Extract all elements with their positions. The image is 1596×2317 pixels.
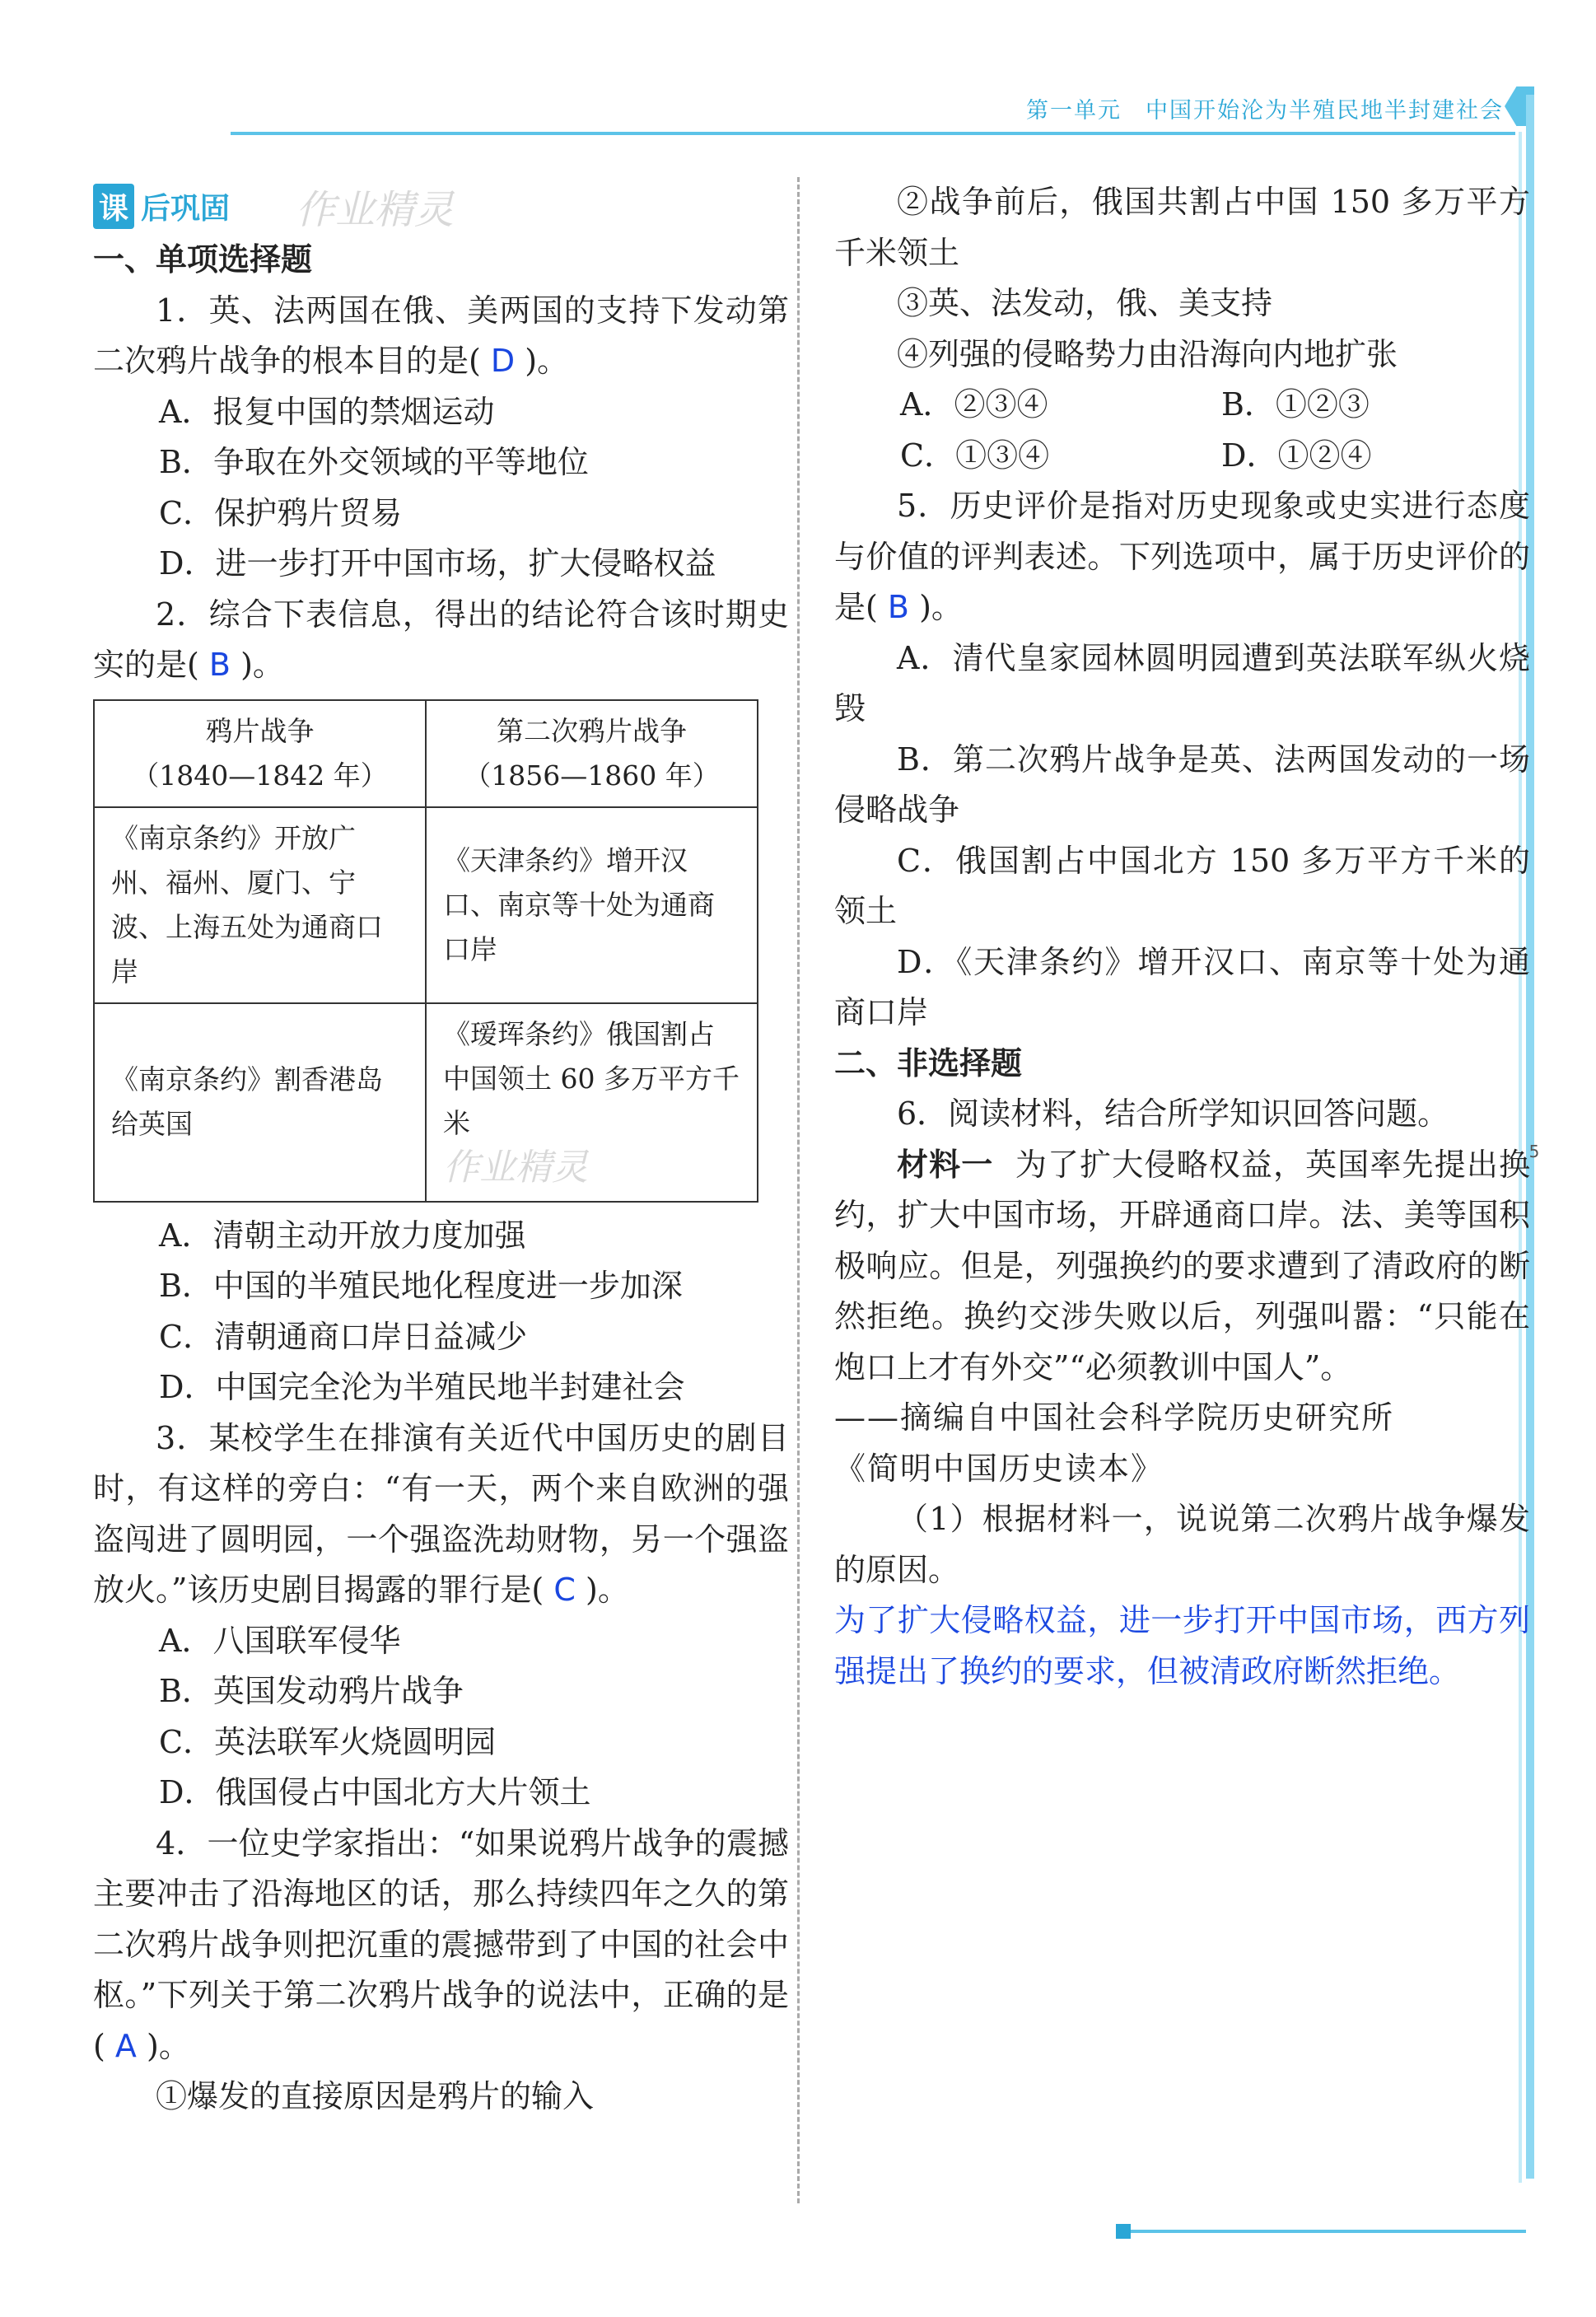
q1-option-b: B．争取在外交领域的平等地位: [159, 444, 589, 480]
material-one: [834, 1140, 1530, 1394]
q5-option-b: B．第二次鸦片战争是英、法两国发动的一场侵略战争: [834, 740, 1530, 828]
question-4-stem: 4．一位史学家指出：“如果说鸦片战争的震撼主要冲击了沿海地区的话，那么持续四年之久的第二次鸦片战争则把沉重的震撼带到了中国的社会中枢。”下列关于第二次鸦片战争的说法中，正确的是( A )。: [93, 1824, 789, 2064]
q3-option-a: A．八国联军侵华: [159, 1622, 401, 1659]
q4-options-row-1: [834, 380, 1530, 431]
bottom-marker: [1116, 2224, 1131, 2239]
table-header-row: [94, 700, 758, 807]
table-row: [94, 807, 758, 1003]
answer-1: D: [490, 343, 516, 379]
watermark: 作业精灵: [296, 186, 455, 233]
table-cell: 《瑷珲条约》俄国割占中国领土 60 多万平方千米 作业精灵: [426, 1003, 758, 1202]
material-label: 材料一: [897, 1146, 994, 1183]
table-watermark: 作业精灵: [443, 1146, 588, 1189]
handwritten-answer: 为了扩大侵略权益，进一步打开中国市场，西方列强提出了换约的要求，但被清政府断然拒绝。: [834, 1602, 1530, 1689]
question-3-stem: 3．某校学生在排演有关近代中国历史的剧目时，有这样的旁白：“有一天，两个来自欧洲的强盗闯进了圆明园，一个强盗洗劫财物，另一个强盗放火。”该历史剧目揭露的罪行是( C )。: [93, 1419, 789, 1608]
badge-title: 后巩固: [141, 191, 231, 226]
q1-option-a: A．报复中国的禁烟运动: [159, 393, 495, 430]
q4-option-d: D．①②④: [1221, 437, 1372, 474]
q2-option-b: B．中国的半殖民地化程度进一步加深: [159, 1268, 683, 1304]
q5-option-d: D．《天津条约》增开汉口、南京等十处为通商口岸: [834, 943, 1530, 1030]
question-1-stem: 1．英、法两国在俄、美两国的支持下发动第二次鸦片战争的根本目的是( D )。: [93, 292, 789, 379]
q4-item-1: ①爆发的直接原因是鸦片的输入: [156, 2078, 595, 2114]
table-header-second-opium-war: 第二次鸦片战争 （1856—1860 年）: [426, 700, 758, 807]
right-column: [834, 177, 1530, 1697]
q4-item-4: ④列强的侵略势力由沿海向内地扩张: [897, 335, 1398, 372]
bottom-rule: [1131, 2230, 1526, 2233]
q1-option-c: C．保护鸦片贸易: [159, 494, 403, 531]
material-text: 为了扩大侵略权益，英国率先提出换约，扩大中国市场，开辟通商口岸。法、美等国积极响应。但是，列强换约的要求遭到了清政府的断然拒绝。换约交涉失败以后，列强叫嚣：“只能在炮口上才有外交”“必须教训中国人”。: [834, 1146, 1530, 1385]
answer-5: B: [887, 589, 909, 625]
q5-option-a: A．清代皇家园林圆明园遭到英法联军纵火烧毁: [834, 639, 1530, 726]
q4-item-3: ③英、法发动，俄、美支持: [897, 285, 1273, 321]
left-column: [93, 177, 789, 2123]
page-number: 5: [1528, 1142, 1540, 1161]
q3-option-c: C．英法联军火烧圆明园: [159, 1723, 497, 1760]
question-5-stem: 5．历史评价是指对历史现象或史实进行态度与价值的评判表述。下列选项中，属于历史评价的是( B )。: [834, 488, 1530, 625]
badge-icon: 课: [93, 184, 134, 229]
section-badge: [93, 177, 789, 235]
table-row: [94, 1003, 758, 1202]
answer-4: A: [114, 2027, 137, 2064]
header-rule: [231, 132, 1515, 135]
question-6-stem: 6．阅读材料，结合所学知识回答问题。: [897, 1095, 1449, 1132]
table-cell: 《南京条约》开放广州、福州、厦门、宁波、上海五处为通商口岸: [94, 807, 426, 1003]
q4-options-row-2: [834, 431, 1530, 482]
answer-3: C: [553, 1572, 576, 1608]
q3-option-b: B．英国发动鸦片战争: [159, 1673, 464, 1709]
q3-option-d: D．俄国侵占中国北方大片领土: [159, 1774, 591, 1810]
q4-option-a: A．②③④: [900, 386, 1048, 423]
question-6-sub-1: （1）根据材料一，说说第二次鸦片战争爆发的原因。: [834, 1501, 1530, 1588]
answer-2: B: [208, 647, 231, 683]
comparison-table: [93, 699, 758, 1203]
q4-option-c: C．①③④: [900, 437, 1050, 474]
section-heading-single-choice: 一、单项选择题: [93, 241, 313, 278]
q4-option-b: B．①②③: [1221, 386, 1370, 423]
running-header: [1026, 92, 1504, 124]
section-heading-non-choice: 二、非选择题: [834, 1044, 1023, 1081]
question-2-stem: 2．综合下表信息，得出的结论符合该时期史实的是( B )。: [93, 596, 789, 683]
q2-option-d: D．中国完全沦为半殖民地半封建社会: [159, 1369, 685, 1405]
table-header-opium-war: 鸦片战争 （1840—1842 年）: [94, 700, 426, 807]
unit-label: 第一单元: [1026, 98, 1122, 124]
table-cell: 《南京条约》割香港岛给英国: [94, 1003, 426, 1202]
q4-item-2: ②战争前后，俄国共割占中国 150 多万平方千米领土: [834, 184, 1530, 271]
material-source-line-1: ——摘编自中国社会科学院历史研究所: [834, 1399, 1395, 1436]
q2-option-c: C．清朝通商口岸日益减少: [159, 1318, 528, 1355]
q5-option-c: C．俄国割占中国北方 150 多万平方千米的领土: [834, 842, 1530, 929]
table-cell: 《天津条约》增开汉口、南京等十处为通商口岸: [426, 807, 758, 1003]
column-divider: [797, 177, 800, 2203]
q1-option-d: D．进一步打开中国市场，扩大侵略权益: [159, 545, 716, 582]
material-source-line-2: 《简明中国历史读本》: [834, 1450, 1164, 1487]
q2-option-a: A．清朝主动开放力度加强: [159, 1217, 526, 1254]
unit-title: 中国开始沦为半殖民地半封建社会: [1146, 98, 1504, 124]
